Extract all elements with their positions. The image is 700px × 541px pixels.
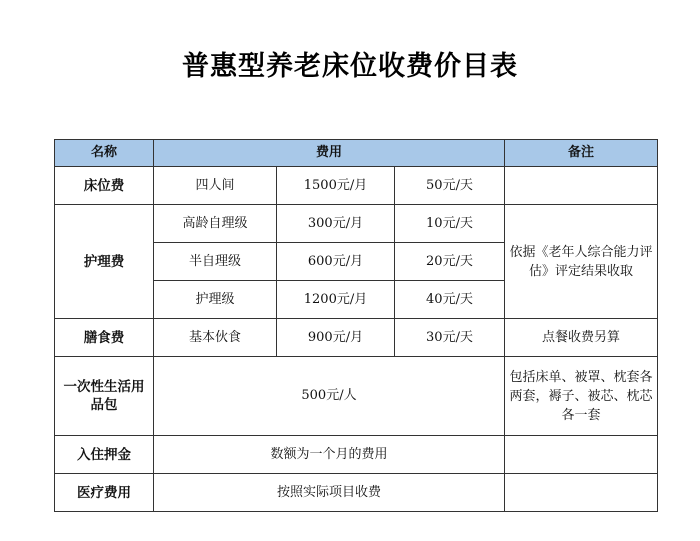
header-row	[55, 140, 658, 167]
kit-name: 一次性生活用品包	[55, 357, 154, 436]
care-monthly: 600元/月	[277, 243, 395, 281]
bed-monthly: 1500元/月	[277, 167, 395, 205]
deposit-note	[505, 436, 658, 474]
table-row-medical	[55, 474, 658, 512]
bed-note	[505, 167, 658, 205]
header-note: 备注	[505, 140, 658, 167]
care-monthly: 1200元/月	[277, 281, 395, 319]
meal-name: 膳食费	[55, 319, 154, 357]
medical-note	[505, 474, 658, 512]
header-name: 名称	[55, 140, 154, 167]
table-row-meal	[55, 319, 658, 357]
care-daily: 10元/天	[395, 205, 505, 243]
meal-monthly: 900元/月	[277, 319, 395, 357]
table-row-deposit	[55, 436, 658, 474]
care-monthly: 300元/月	[277, 205, 395, 243]
care-level: 半自理级	[154, 243, 277, 281]
meal-type: 基本伙食	[154, 319, 277, 357]
table-row-bed	[55, 167, 658, 205]
kit-fee: 500元/人	[154, 357, 505, 436]
care-name: 护理费	[55, 205, 154, 319]
kit-note: 包括床单、被罩、枕套各两套，褥子、被芯、枕芯各一套	[505, 357, 658, 436]
bed-type: 四人间	[154, 167, 277, 205]
deposit-name: 入住押金	[55, 436, 154, 474]
meal-note: 点餐收费另算	[505, 319, 658, 357]
care-level: 高龄自理级	[154, 205, 277, 243]
meal-daily: 30元/天	[395, 319, 505, 357]
bed-daily: 50元/天	[395, 167, 505, 205]
page-title: 普惠型养老床位收费价目表	[182, 51, 518, 82]
care-daily: 40元/天	[395, 281, 505, 319]
header-fee: 费用	[154, 140, 505, 167]
bed-name: 床位费	[55, 167, 154, 205]
medical-fee: 按照实际项目收费	[154, 474, 505, 512]
fee-table	[54, 139, 658, 512]
table-row-kit	[55, 357, 658, 436]
deposit-fee: 数额为一个月的费用	[154, 436, 505, 474]
medical-name: 医疗费用	[55, 474, 154, 512]
care-level: 护理级	[154, 281, 277, 319]
care-note: 依据《老年人综合能力评估》评定结果收取	[505, 205, 658, 319]
table-row-care-1	[55, 205, 658, 243]
care-daily: 20元/天	[395, 243, 505, 281]
